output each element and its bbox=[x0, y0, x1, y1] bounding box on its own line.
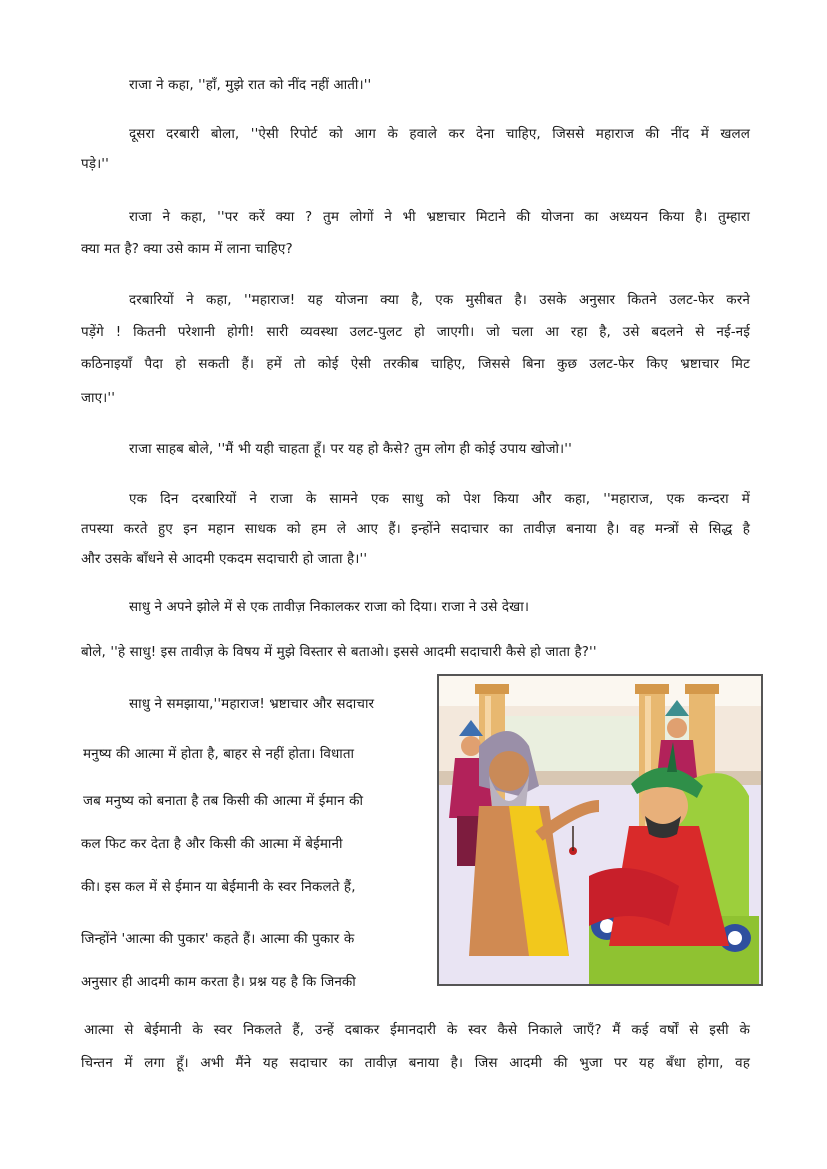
paragraph-line: आत्मा से बेईमानी के स्वर निकलते हैं, उन्हें दबाकर ईमानदारी के स्वर कैसे निकाले जाएँ? मैं कई वर्षों से इसी के bbox=[84, 1022, 750, 1038]
paragraph-line: मनुष्य की आत्मा में होता है, बाहर से नहीं होता। विधाता bbox=[83, 746, 355, 762]
paragraph-line: जाए।'' bbox=[81, 390, 116, 406]
paragraph-line: राजा साहब बोले, ''मैं भी यही चाहता हूँ। पर यह हो कैसे? तुम लोग ही कोई उपाय खोजो।'' bbox=[129, 441, 572, 457]
paragraph-line: राजा ने कहा, ''पर करें क्या ? तुम लोगों ने भी भ्रष्टाचार मिटाने की योजना का अध्ययन किया है। तुम्हारा bbox=[129, 209, 750, 225]
paragraph-line: एक दिन दरबारियों ने राजा के सामने एक साधु को पेश किया और कहा, ''महाराज, एक कन्दरा में bbox=[129, 491, 750, 507]
paragraph-line: जब मनुष्य को बनाता है तब किसी की आत्मा में ईमान की bbox=[83, 793, 364, 809]
paragraph-line: और उसके बाँधने से आदमी एकदम सदाचारी हो जाता है।'' bbox=[81, 551, 368, 567]
paragraph-line: की। इस कल में से ईमान या बेईमानी के स्वर निकलते हैं, bbox=[81, 879, 356, 895]
paragraph-line: दरबारियों ने कहा, ''महाराज! यह योजना क्या है, एक मुसीबत है। उसके अनुसार कितने उलट-फेर करने bbox=[129, 292, 750, 308]
paragraph-line: पड़े।'' bbox=[81, 156, 109, 172]
paragraph-line: कठिनाइयाँ पैदा हो सकती हैं। हमें तो कोई ऐसी तरकीब चाहिए, जिससे बिना कुछ उलट-फेर किए भ्रष्टाचार मिट bbox=[81, 356, 750, 372]
paragraph-line: तपस्या करते हुए इन महान साधक को हम ले आए हैं। इन्होंने सदाचार का तावीज़ बनाया है। वह मन्त्रों से सिद्ध है bbox=[81, 521, 750, 537]
sadhu-presenting-amulet-to-king-illustration bbox=[437, 674, 763, 986]
illustration-svg bbox=[439, 676, 761, 984]
paragraph-line: क्या मत है? क्या उसे काम में लाना चाहिए? bbox=[81, 241, 293, 257]
paragraph-line: दूसरा दरबारी बोला, ''ऐसी रिपोर्ट को आग के हवाले कर देना चाहिए, जिससे महाराज की नींद में खलल bbox=[129, 126, 750, 142]
paragraph-line: अनुसार ही आदमी काम करता है। प्रश्न यह है कि जिनकी bbox=[81, 974, 356, 990]
paragraph-line: जिन्होंने 'आत्मा की पुकार' कहते हैं। आत्मा की पुकार के bbox=[81, 931, 355, 947]
paragraph-line: राजा ने कहा, ''हाँ, मुझे रात को नींद नहीं आती।'' bbox=[129, 77, 372, 93]
paragraph-line: बोले, ''हे साधु! इस तावीज़ के विषय में मुझे विस्तार से बताओ। इससे आदमी सदाचारी कैसे हो जाता है?'' bbox=[81, 644, 597, 660]
paragraph-line: कल फिट कर देता है और किसी की आत्मा में बेईमानी bbox=[81, 836, 343, 852]
paragraph-line: साधु ने अपने झोले में से एक तावीज़ निकालकर राजा को दिया। राजा ने उसे देखा। bbox=[129, 599, 530, 615]
paragraph-line: चिन्तन में लगा हूँ। अभी मैंने यह सदाचार का तावीज़ बनाया है। जिस आदमी की भुजा पर यह बँधा होगा, वह bbox=[81, 1055, 750, 1071]
paragraph-line: साधु ने समझाया,''महाराज! भ्रष्टाचार और सदाचार bbox=[129, 696, 375, 712]
paragraph-line: पड़ेंगे ! कितनी परेशानी होगी! सारी व्यवस्था उलट-पुलट हो जाएगी। जो चला आ रहा है, उसे बदलने से नई-नई bbox=[81, 324, 750, 340]
